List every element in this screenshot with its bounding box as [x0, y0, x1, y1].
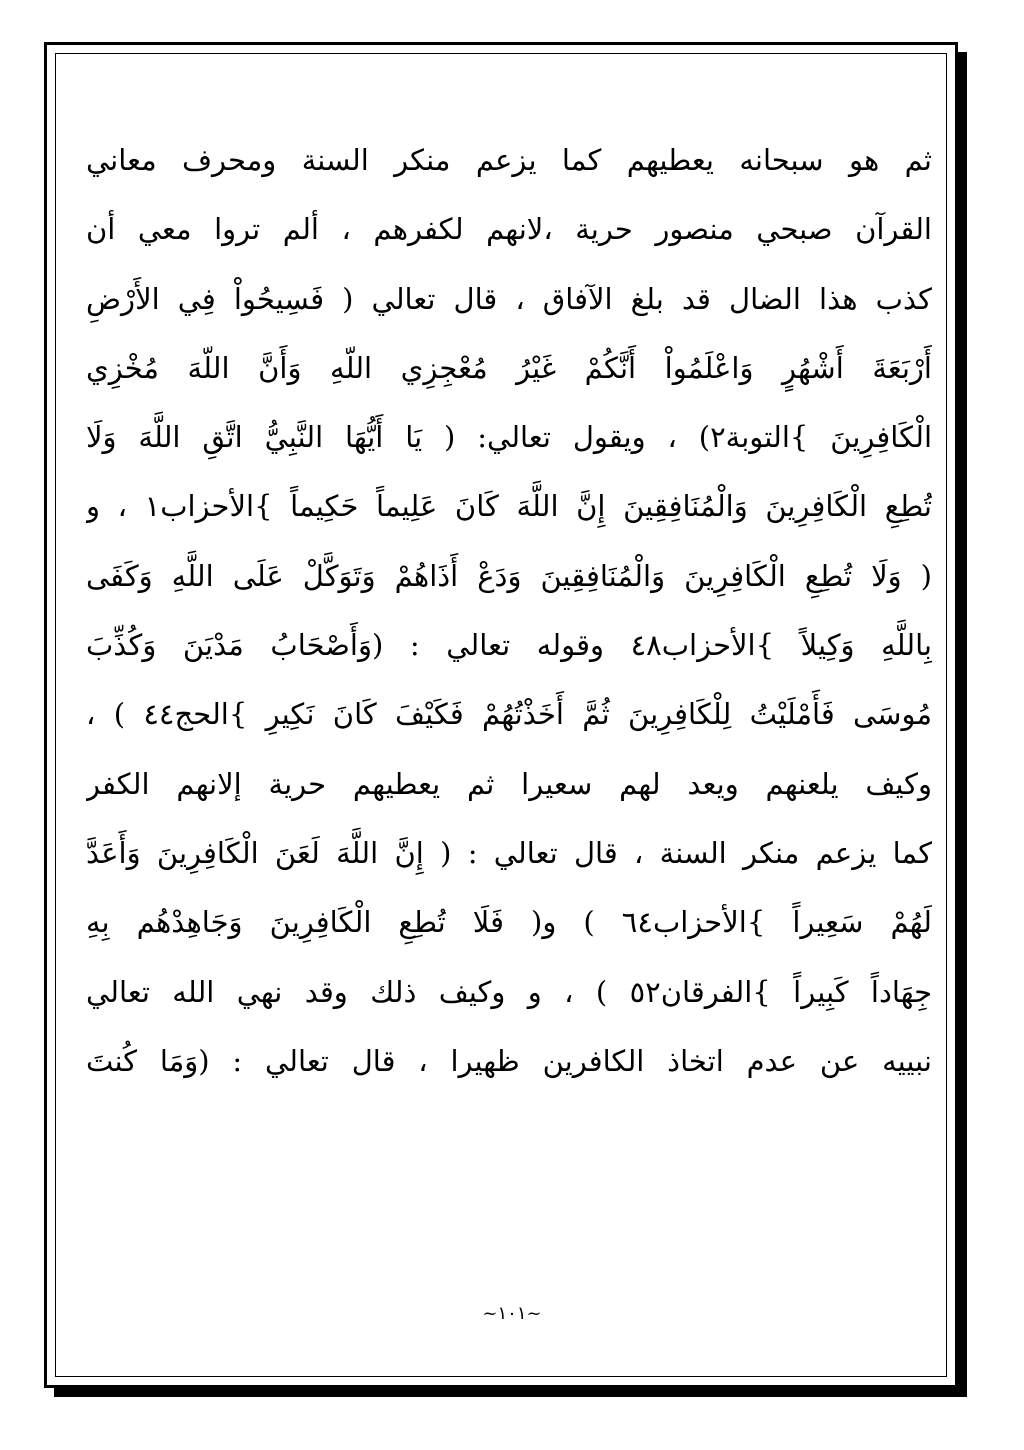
- text-line-12: لَهُمْ سَعِيراً }الأحزاب٦٤ ) و( فَلَا تُطِعِ الْكَافِرِينَ وَجَاهِدْهُم بِهِ: [86, 905, 932, 940]
- frame-shadow-right: [958, 52, 967, 1397]
- text-line-11: كما يزعم منكر السنة ، قال تعالي : ( إِنَّ اللَّهَ لَعَنَ الْكَافِرِينَ وَأَعَدَّ: [86, 835, 932, 870]
- text-line-5: الْكَافِرِينَ }التوبة٢) ، ويقول تعالي: ( يَا أَيُّهَا النَّبِيُّ اتَّقِ اللَّهَ وَلَا: [86, 420, 932, 455]
- text-line-4: أَرْبَعَةَ أَشْهُرٍ وَاعْلَمُواْ أَنَّكُمْ غَيْرُ مُعْجِزِي اللّهِ وَأَنَّ اللّهَ مُخْزِي: [86, 350, 932, 385]
- text-line-1: ثم هو سبحانه يعطيهم كما يزعم منكر السنة ومحرف معاني: [86, 143, 932, 177]
- text-line-6: تُطِعِ الْكَافِرِينَ وَالْمُنَافِقِينَ إِنَّ اللَّهَ كَانَ عَلِيماً حَكِيماً }الأحزاب١ ، و: [86, 489, 932, 524]
- text-line-9: مُوسَى فَأَمْلَيْتُ لِلْكَافِرِينَ ثُمَّ أَخَذْتُهُمْ فَكَيْفَ كَانَ نَكِيرِ }الحج٤٤ ) ،: [86, 697, 932, 732]
- text-line-2: القرآن صبحي منصور حرية ،لانهم لكفرهم ، ألم تروا معي أن: [86, 212, 932, 247]
- body-text: [86, 126, 932, 1096]
- text-line-7: ( وَلَا تُطِعِ الْكَافِرِينَ وَالْمُنَافِقِينَ وَدَعْ أَذَاهُمْ وَتَوَكَّلْ عَلَى اللَّهِ وَكَفَى: [86, 558, 932, 593]
- text-line-14: نبييه عن عدم اتخاذ الكافرين ظهيرا ، قال تعالي : (وَمَا كُنتَ: [86, 1043, 932, 1078]
- text-line-10: وكيف يلعنهم ويعد لهم سعيرا ثم يعطيهم حرية إلانهم الكفر: [86, 766, 932, 801]
- frame-shadow-bottom: [54, 1388, 967, 1397]
- page-number: ~١٠١~: [482, 1303, 542, 1324]
- text-line-3: كذب هذا الضال قد بلغ الآفاق ، قال تعالي ( فَسِيحُواْ فِي الأَرْضِ: [86, 281, 932, 316]
- text-line-8: بِاللَّهِ وَكِيلاً }الأحزاب٤٨ وقوله تعالي : (وَأَصْحَابُ مَدْيَنَ وَكُذِّبَ: [86, 628, 932, 663]
- text-line-13: جِهَاداً كَبِيراً }الفرقان٥٢ ) ، و وكيف ذلك وقد نهي الله تعالي: [86, 974, 932, 1009]
